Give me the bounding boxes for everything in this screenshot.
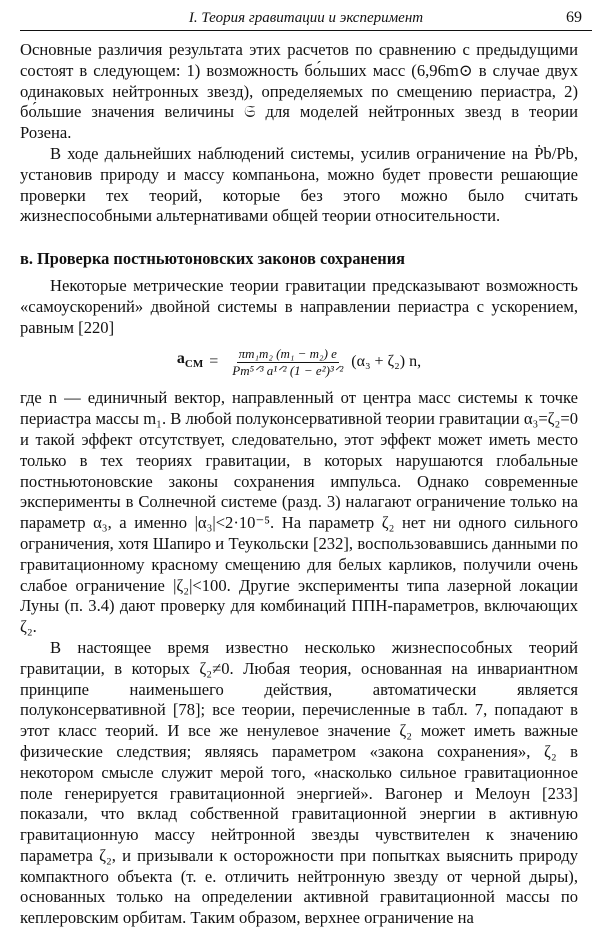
formula-rhs: (α₃ + ζ₂) n, xyxy=(351,352,422,370)
formula-fraction xyxy=(230,346,345,379)
acceleration-formula xyxy=(20,342,578,382)
page-number: 69 xyxy=(566,9,582,26)
formula-lhs-symbol: a xyxy=(176,350,185,368)
paragraph-1: Основные различия результата этих расчетов по сравнению с предыдущими состоят в следующем: 1) возможность бо́льших масс (6,96m⊙ в случае двух одинаковых нейтронных звезд), определяемых по смещению периастра, 2) бо́льшие значения величины 𝔖 для моделей нейтронных звезд в теории Розена. xyxy=(20,40,578,143)
running-title: I. Теория гравитации и эксперимент xyxy=(188,10,424,26)
paragraph-2: В ходе дальнейших наблюдений системы, усилив ограничение на Ṗb/Pb, установив природу и массу компаньона, можно будет провести решающие проверки тех теорий, которые без этого можно было считать жизнеспособными альтернативами общей теории относительности. xyxy=(20,143,578,226)
formula-lhs-subscript: CM xyxy=(184,358,204,371)
paragraph-5: В настоящее время известно несколько жизнеспособных теорий гравитации, в которых ζ₂≠0. Любая теория, основанная на инвариантном принципе наименьшего действия, автоматически является полуконсервативной [78]; все теории, перечисленные в табл. 7, попадают в этот класс теорий. И все же ненулевое значение ζ₂ может иметь важные физические следствия; являясь параметром «закона сохранения», ζ₂ в некотором смысле служит мерой того, «насколько сильное гравитационное поле генерируется гравитационной энергией». Вагонер и Мелоун [233] показали, что вклад собственной гравитационной энергии в активную гравитационную массу нейтронной звезды чувствителен к значению параметра ζ₂, и призывали к осторожности при попытках выяснить природу компактного объекта (т. е. отличить нейтронную звезду от черной дыры), основанных только на определении активной гравитационной массы по кеплеровским орбитам. Таким образом, верхнее ограничение на xyxy=(20,637,578,928)
paragraph-4: где n — единичный вектор, направленный от центра масс системы к точке периастра массы m₁. В любой полуконсервативной теории гравитации α₃=ζ₂=0 и такой эффект отсутствует, следовательно, этот эффект может иметь место только в тех теориях гравитации, в которых нарушаются глобальные постньютоновские законы сохранения импульса. Однако современные эксперименты в Солнечной системе (разд. 3) налагают ограничение только на параметр α₃, а именно |α₃|<2·10⁻⁵. На параметр ζ₂ нет ни одного сильного ограничения, хотя Шапиро и Теукольски [232], воспользовавшись данными по гравитационному красному смещению для белых карликов, получили очень слабое ограничение |ζ₂|<100. Другие эксперименты типа лазерной локации Луны (п. 3.4) дают проверку для комбинаций ППН-параметров, включающих ζ₂. xyxy=(20,388,578,637)
page-body xyxy=(20,40,578,929)
section-heading: в. Проверка постньютоновских законов сохранения xyxy=(20,249,406,269)
formula-equals: = xyxy=(209,352,219,370)
formula-numerator: πm₁m₂ (m₁ − m₂) e xyxy=(238,345,337,361)
formula-lhs xyxy=(177,349,203,375)
running-header xyxy=(20,6,592,31)
formula-denominator: Pm⁵ᐟ³ a¹ᐟ² (1 − e²)³ᐟ² xyxy=(232,362,344,378)
paragraph-3: Некоторые метрические теории гравитации предсказывают возможность «самоускорений» двойной системы в направлении периастра с ускорением, равным [220] xyxy=(20,275,578,337)
